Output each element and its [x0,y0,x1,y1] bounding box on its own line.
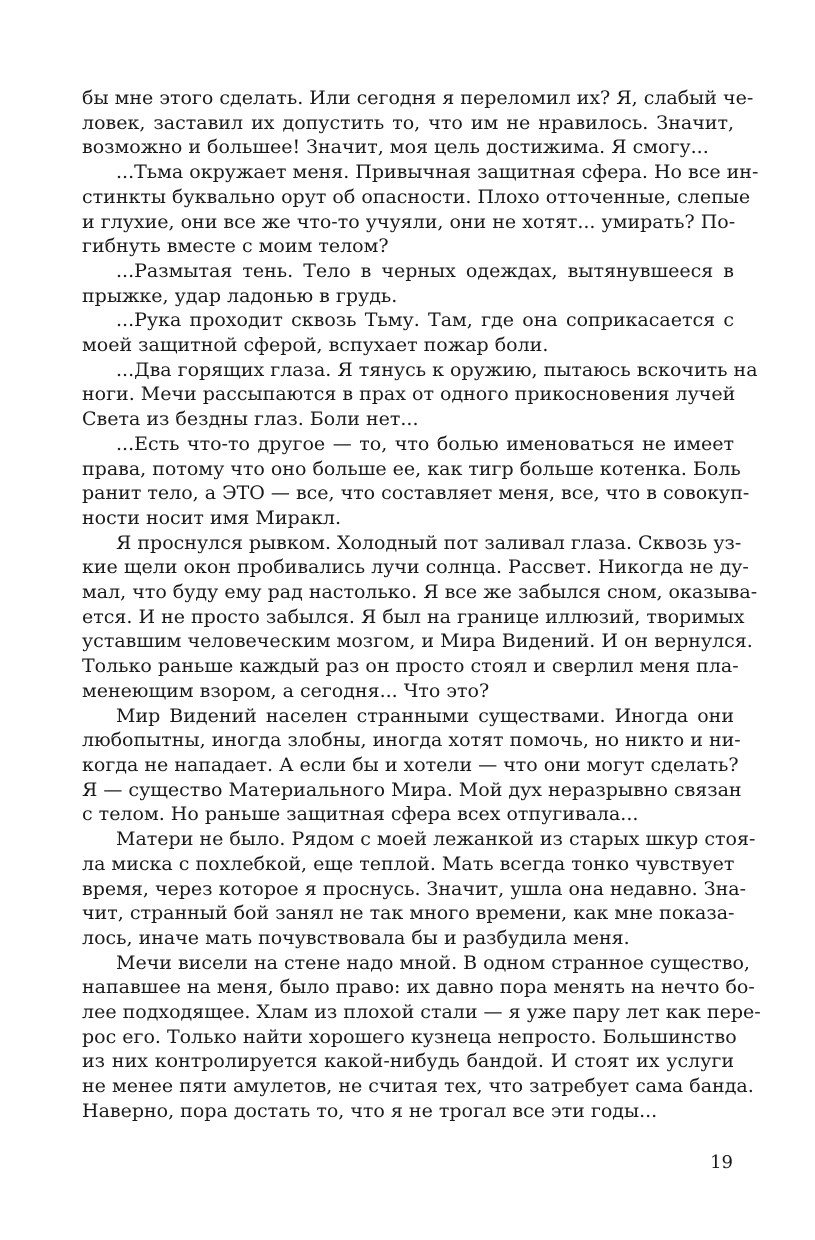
text-line: ранит тело, а ЭТО — все, что составляет меня, все, что в совокуп- [82,482,750,505]
paragraph [82,827,756,951]
text-line: кие щели окон пробивались лучи солнца. Рассвет. Никогда не ду- [82,556,749,579]
paragraph [82,951,761,1124]
text-line: любопытны, иногда злобны, иногда хотят помочь, но никто и ни- [82,729,741,752]
text-line: Я проснулся рывком. Холодный пот заливал глаза. Сквозь уз- [116,531,742,554]
text-line: напавшее на меня, было право: их давно пора менять на нечто бо- [82,976,755,999]
text-line: время, через которое я проснусь. Значит, ушла она недавно. Зна- [82,877,747,900]
text-line: бы мне этого сделать. Или сегодня я переломил их? Я, слабый че- [82,87,754,109]
paragraph [82,432,750,531]
text-line: уставшим человеческим мозгом, и Мира Видений. И он вернулся. [82,630,753,653]
paragraph [82,358,758,432]
page-number: 19 [710,1152,733,1173]
text-line: лось, иначе мать почувствовала бы и разбудила меня. [82,926,630,949]
text-line: и глухие, они все же что-то учуяли, они не хотят... умирать? По- [82,210,736,233]
text-line: прыжке, удар ладонью в грудь. [82,284,398,307]
text-line: моей защитной сферой, вспухает пожар боли. [82,334,549,357]
paragraph [82,531,758,704]
text-line: ла миска с похлебкой, еще теплой. Мать всегда тонко чувствует [82,852,735,875]
text-line: ...Два горящих глаза. Я тянусь к оружию, пытаюсь вскочить на [116,358,758,381]
text-line: ноги. Мечи рассыпаются в прах от одного прикосновения лучей [82,383,736,406]
paragraph [82,704,742,828]
text-line: ...Рука проходит сквозь Тьму. Там, где она соприкасается с [116,309,734,332]
text-line: не менее пяти амулетов, не считая тех, что затребует сама банда. [82,1075,754,1098]
text-line: из них контролируется какой-нибудь бандой. И стоят их услуги [82,1050,734,1073]
paragraph [82,308,734,357]
text-line: стинкты буквально орут об опасности. Плохо отточенные, слепые [82,185,751,208]
text-line: Мир Видений населен странными существами. Иногда они [116,704,734,727]
text-line: Матери не было. Рядом с моей лежанкой из старых шкур стоя- [116,828,756,851]
text-line: Наверно, пора достать то, что я не трогал все эти годы... [82,1099,658,1122]
text-line: права, потому что оно больше ее, как тигр больше котенка. Боль [82,457,741,480]
text-line: менеющим взором, а сегодня... Что это? [82,679,490,702]
text-line: лее подходящее. Хлам из плохой стали — я уже пару лет как перe- [82,1001,761,1024]
text-line: ности носит имя Миракл. [82,506,341,529]
text-line: ...Тьма окружает меня. Привычная защитная сфера. Но все ин- [116,161,759,184]
text-line: ется. И не просто забылся. Я был на границе иллюзий, творимых [82,605,745,628]
text-line: Только раньше каждый раз он просто стоял и сверлил меня пла- [82,655,739,678]
text-line: чит, странный бой занял не так много времени, как мне показа- [82,902,735,925]
text-line: ...Есть что-то другое — то, что болью именоваться не имеет [116,432,734,455]
text-line: Я — существо Материального Мира. Мой дух неразрывно связан [82,778,742,801]
paragraph [82,86,754,160]
text-line: рос его. Только найти хорошего кузнеца непросто. Большинство [82,1025,737,1048]
text-line: Света из бездны глаз. Боли нет... [82,408,419,431]
text-line: с телом. Но раньше защитная сфера всех отпугивала... [82,803,639,826]
text-line: ловек, заставил их допустить то, что им не нравилось. Значит, [82,111,734,134]
book-page-body [82,86,761,1124]
text-line: гибнуть вместе с моим телом? [82,235,389,258]
text-line: когда не нападает. А если бы и хотели — что они могут сделать? [82,753,739,776]
paragraph [82,160,759,259]
paragraph [82,259,734,308]
text-line: ...Размытая тень. Тело в черных одеждах, вытянувшееся в [116,259,734,282]
text-line: Мечи висели на стене надо мной. В одном странное существо, [116,951,750,974]
text-line: возможно и большее! Значит, моя цель достижима. Я смогу... [82,136,709,159]
text-line: мал, что буду ему рад настолько. Я все же забылся сном, оказыва- [82,581,758,604]
